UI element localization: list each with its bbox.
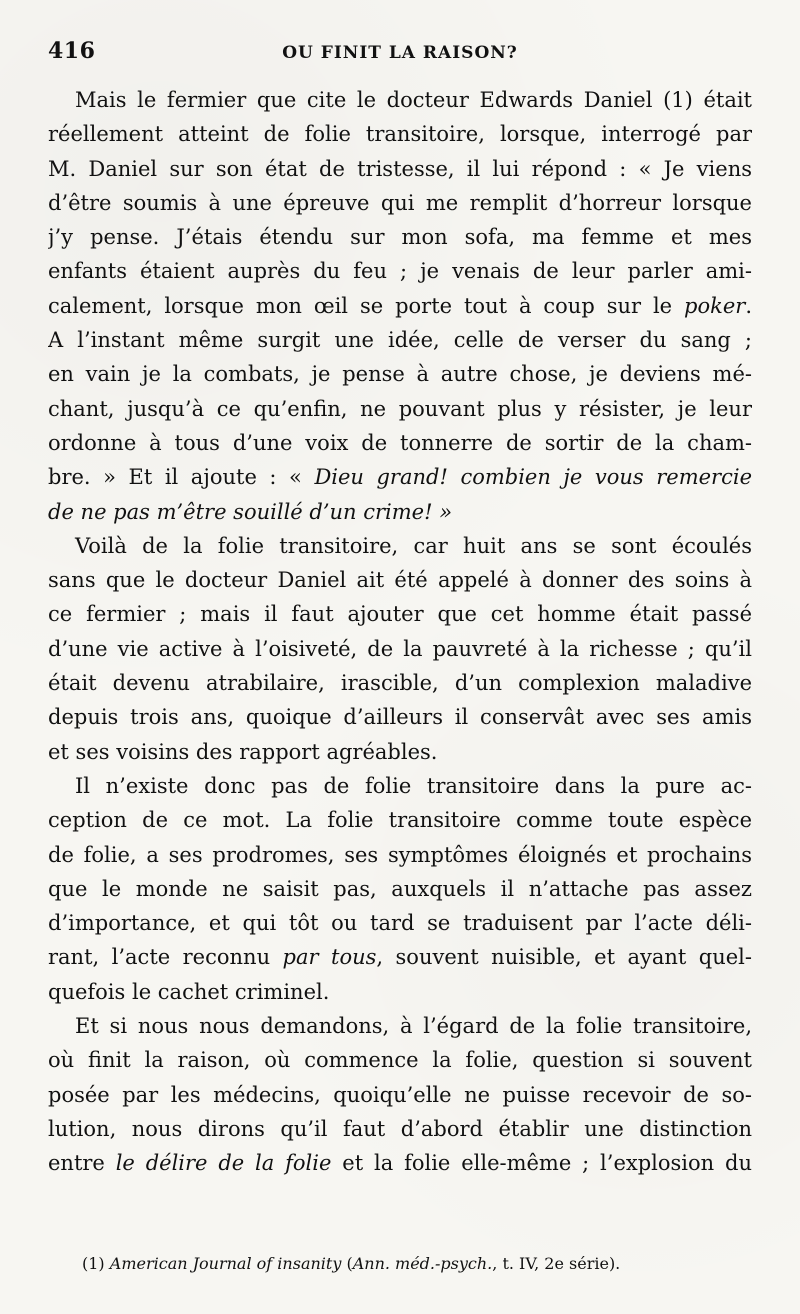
text-line: depuis trois ans, quoique d’ailleurs il conservât avec ses amis [48,705,752,730]
page-header [48,30,752,72]
text-line: quefois le cachet criminel. [48,979,330,1004]
text-line: était devenu atrabilaire, irascible, d’un complexion maladive [48,671,752,696]
footnote-journal-abbrev: Ann. méd.-psych. [352,1254,493,1273]
text-line: Il n’existe donc pas de folie transitoire dans la pure ac- [75,773,752,798]
text-line: ception de ce mot. La folie transitoire comme toute espèce [48,808,752,833]
text-line: où finit la raison, où commence la folie, question si souvent [48,1048,752,1073]
italic-phrase: Dieu grand! combien je vous remercie [314,465,752,490]
text-line: Voilà de la folie transitoire, car huit ans se sont écoulés [75,533,752,558]
text-line: enfants étaient auprès du feu ; je venais de leur parler ami- [48,259,752,284]
running-head: OU FINIT LA RAISON? [282,43,518,63]
text-line: j’y pense. J’étais étendu sur mon sofa, ma femme et mes [48,225,752,250]
page-number: 416 [48,38,96,64]
text-fragment: calement, lorsque mon œil se porte tout à coup sur le poker. [48,293,752,318]
text-line: d’importance, et qui tôt ou tard se traduisent par l’acte déli- [48,911,752,936]
text-line: lution, nous dirons qu’il faut d’abord établir une distinction [48,1116,752,1141]
text-line: bre. » Et il ajoute : « Dieu grand! combien je vous remercie [48,465,752,490]
text-line: rant, l’acte reconnu par tous, souvent nuisible, et ayant quel- [48,945,752,970]
footnote-separator: ( [341,1254,353,1273]
footnote-details: , t. IV, 2e série). [492,1254,621,1273]
text-line: sans que le docteur Daniel ait été appelé à donner des soins à [48,568,752,593]
text-line: d’être soumis à une épreuve qui me remplit d’horreur lorsque [48,190,752,215]
text-line: ordonne à tous d’une voix de tonnerre de sortir de la cham- [48,430,752,455]
text-line: entre le délire de la folie et la folie elle-même ; l’explosion du [48,1151,752,1176]
text-line: de folie, a ses prodromes, ses symptômes éloignés et prochains [48,842,752,867]
text-line: en vain je la combats, je pense à autre chose, je deviens mé- [48,362,752,387]
text-line: M. Daniel sur son état de tristesse, il lui répond : « Je viens [48,156,752,181]
italic-phrase: poker [684,293,746,318]
text-line: A l’instant même surgit une idée, celle de verser du sang ; [48,328,752,353]
text-line [48,289,752,323]
text-line: ce fermier ; mais il faut ajouter que cet homme était passé [48,602,752,627]
footnote [82,1254,752,1274]
text-line: Et si nous nous demandons, à l’égard de la folie transitoire, [75,1014,752,1039]
italic-phrase: le délire de la folie [115,1151,332,1176]
text-line: et ses voisins des rapport agréables. [48,739,438,764]
text-line: chant, jusqu’à ce qu’enfin, ne pouvant plus y résister, je leur [48,396,752,421]
text-line: d’une vie active à l’oisiveté, de la pauvreté à la richesse ; qu’il [48,636,752,661]
text-line: que le monde ne saisit pas, auxquels il n’attache pas assez [48,876,752,901]
main-text [48,83,752,1181]
text-line: Mais le fermier que cite le docteur Edwards Daniel (1) était [75,88,752,112]
text-line: de ne pas m’être souillé d’un crime! » [48,499,453,524]
italic-phrase: par tous [282,945,377,970]
text-line: réellement atteint de folie transitoire, lorsque, interrogé par [48,122,752,147]
footnote-marker: (1) [82,1254,105,1273]
text-line: posée par les médecins, quoiqu’elle ne puisse recevoir de so- [48,1082,752,1107]
footnote-journal: American Journal of insanity [109,1254,342,1273]
